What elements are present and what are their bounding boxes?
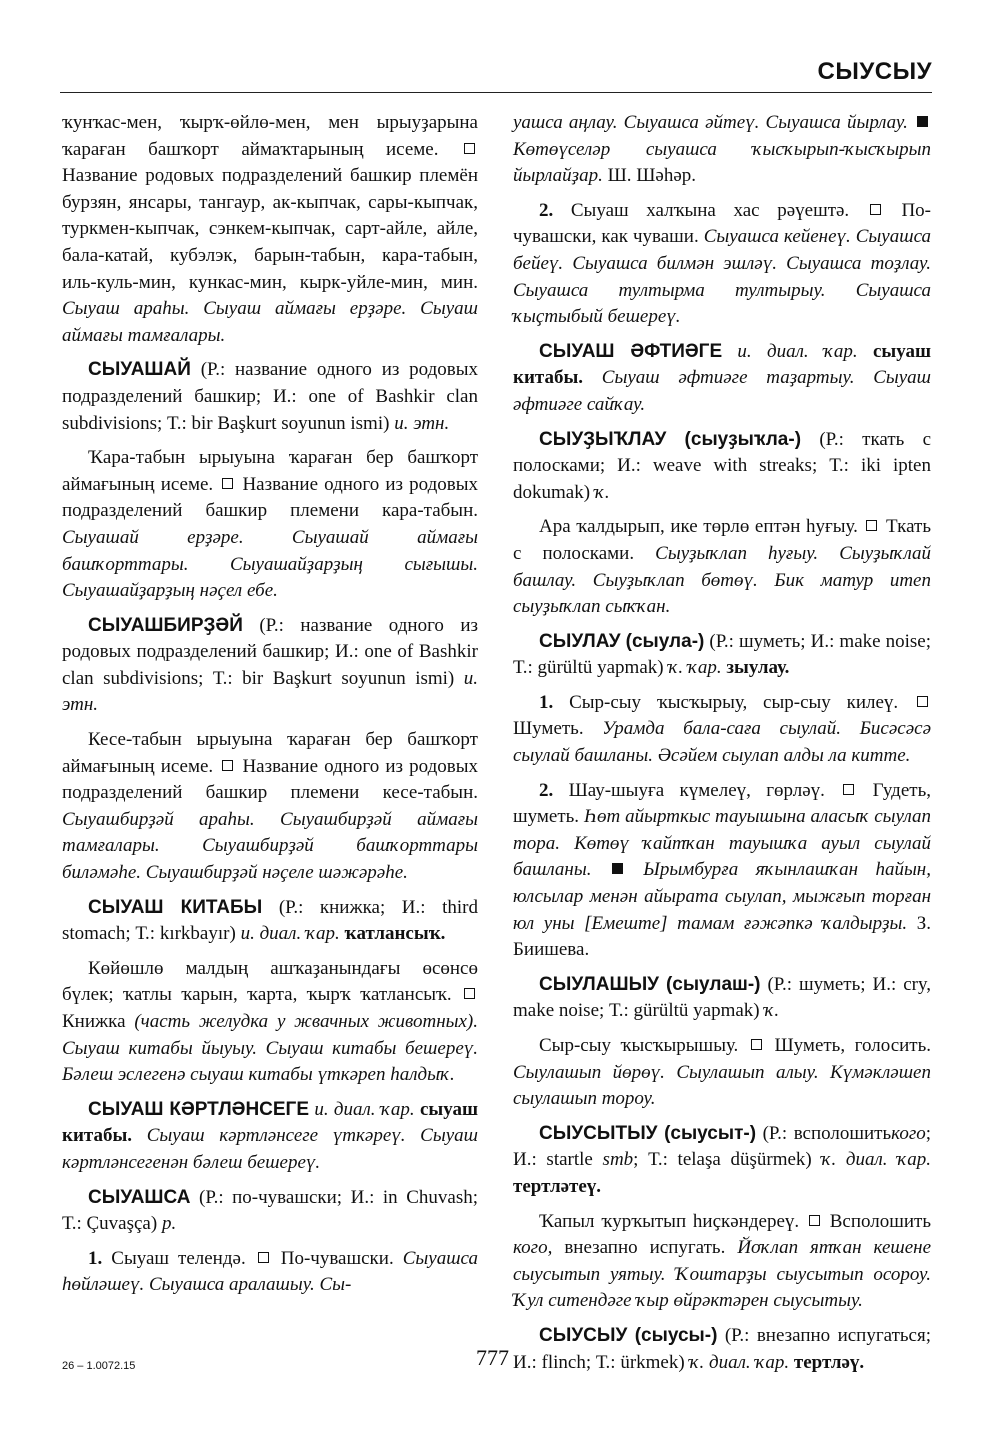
headword: СЫУАШ ӘФТИӘГЕ (539, 340, 723, 362)
headword: СЫУСЫТЫУ (539, 1122, 658, 1144)
open-square-icon (258, 1252, 269, 1263)
headword: СЫУАШСА (88, 1186, 191, 1208)
open-square-icon (464, 143, 475, 154)
dictionary-entry: СЫУҘЫҠЛАУ (сыуҙыҡла-) (Р.: ткать с полосками; И.: weave with streaks; Т.: iki ipten dokumak) ҡ. (513, 428, 932, 503)
headword: СЫУАШАЙ (88, 359, 191, 381)
dictionary-entry: СЫУЛАШЫУ (сыулаш-) (Р.: шуметь; И.: cry, make noise; Т.: gürültü yapmak) ҡ. (513, 973, 931, 1022)
paragraph: 1. Сыр-сыу ҡысҡырыу, сыр-сыу килеү. Шуметь. Урамда бала-саға сыулай. Бисәсәсә сыулай башланы. Әсәйем сыулап алды ла китте. (513, 691, 932, 767)
dictionary-entry: СЫУЛАУ (сыула-) (Р.: шуметь; И.: make noise; Т.: gürültü yapmak) ҡ. ҡар. зыулау. (513, 630, 931, 679)
open-square-icon (751, 1039, 762, 1050)
headword: СЫУСЫУ (539, 1324, 628, 1346)
paragraph: ҡунҡас-мен, ҡырҡ-өйлө-мен, мен ырыуҙарына ҡараған башҡорт аймаҡтарының исеме. Название родовых подразделений башкир племён бурзян, янсары, тангаур, ак-кыпчак, сары-кыпчак, туркмен-кыпчак, сэнкем-кыпчак, сарт-айле, айле, бала-катай, кубэлэк, барын-табын, кара-табын, иль-куль-мин, кункас-мин, кырк-уйле-мин, мин. Сыуаш араһы. Сыуаш аймағы ерҙәре. Сыуаш аймағы тамғалары. (62, 112, 478, 346)
open-square-icon (222, 478, 233, 489)
dictionary-entry: СЫУСЫТЫУ (сыусыт-) (Р.: всполошитького; И.: startle smb; Т.: telaşa düşürmek) ҡ. диал. ҡар. тертләтеү. (513, 1122, 932, 1197)
page-number: 777 (476, 1345, 509, 1370)
dictionary-entry: СЫУАШБИРҘӘЙ (Р.: название одного из родовых подразделений башкир; И.: one of Bashkir clan subdivisions; Т.: bir Başkurt soyunun ismi) и. этн. (62, 614, 479, 716)
left-column (62, 110, 478, 1307)
paragraph: Сыр-сыу ҡысҡырышыу. Шуметь, голосить. Сыулашып йөрөү. Сыулашып алыу. Күмәкләшеп сыулашып тороу. (513, 1035, 932, 1110)
paragraph: Кесе-табын ырыуына ҡараған бер башҡорт аймағының исеме. Название одного из родовых подразделений башкир племени кесе-табын. Сыуашбирҙәй араһы. Сыуашбирҙәй аймағы тамғалары. Сыуашбирҙәй башҡорттары биләмәһе. Сыуашбирҙәй нәҫеле шәжәрәһе. (62, 729, 479, 884)
paragraph: 2. Шау-шыуға күмелеү, гөрләү. Гудеть, шуметь. Һөт айырткыс тауышына аласыҡ сыулап тора. Көтөү ҡайтҡан тауышҡа ауыл сыулай башланы. Ырымбурға яҡынлашҡан һайын, юлсылар менән айырата сыулап, мыжғып торған юл уны [Емеште] тамам ғәжәпкә ҡалдырҙы. З. Биишева. (513, 779, 931, 961)
right-column (513, 110, 931, 1384)
open-square-icon (809, 1215, 820, 1226)
filled-square-icon (612, 863, 623, 874)
open-square-icon (464, 988, 475, 999)
dictionary-entry: СЫУСЫУ (сыусы-) (Р.: внезапно испугаться; И.: flinch; Т.: ürkmek) ҡ. диал. ҡар. тертләү. (513, 1324, 932, 1373)
headword: СЫУАШ КӘРТЛӘНСЕГЕ (88, 1098, 310, 1120)
paragraph: Ҡапыл ҡурҡытып һиҫкәндереү. Всполошить кого, внезапно испугать. Йоҡлап ятҡан кешене сыусытып уятыу. Ҡоштарҙы сыусытып осороу. Ҡул ситендәге ҡыр өйрәктәрен сыусытыу. (513, 1210, 932, 1312)
paragraph: уашса аңлау. Сыуашса әйтеү. Сыуашса йырлау. Көтөүселәр сыуашса ҡысҡырып-ҡысҡырып йырлайҙар. Ш. Шәһәр. (513, 112, 931, 187)
paragraph: 2. Сыуаш халҡына хас рәүештә. По-чувашски, как чуваши. Сыуашса кейенеү. Сыуашса бейеү. Сыуашса билмән эшләү. Сыуашса тоҙлау. Сыуашса тултырма тултырыу. Сыуашса ҡыҫтыбый бешереү. (513, 199, 932, 328)
open-square-icon (870, 204, 881, 215)
headword: СЫУАШБИРҘӘЙ (88, 614, 243, 636)
running-header (60, 52, 932, 93)
paragraph: Көйөшлө малдың ашҡаҙанындағы өсөнсө бүлек; ҡатлы ҡарын, ҡарта, ҡырҡ ҡатлансыҡ. Книжка (часть желудка у жвачных животных). Сыуаш китабы йыуыу. Сыуаш китабы бешереү. Бәлеш эслегенә сыуаш китабы үткәреп һалдыҡ. (62, 957, 478, 1086)
dictionary-entry: СЫУАШ ӘФТИӘГЕ и. диал. ҡар. сыуаш китабы. Сыуаш әфтиәге таҙартыу. Сыуаш әфтиәге сайҡау. (513, 340, 932, 415)
dictionary-entry: СЫУАШ КӘРТЛӘНСЕГЕ и. диал. ҡар. сыуаш китабы. Сыуаш кәртләнсеге үткәреү. Сыуаш кәртләнсегенән бәлеш бешереү. (62, 1098, 478, 1173)
filled-square-icon (917, 116, 928, 127)
open-square-icon (843, 784, 854, 795)
dictionary-entry: СЫУАШСА (Р.: по-чувашски; И.: in Chuvash; Т.: Çuvaşça) р. (62, 1186, 478, 1235)
dictionary-entry: СЫУАШ КИТАБЫ (Р.: книжка; И.: third stomach; Т.: kırkbayır) и. диал. ҡар. ҡатлансыҡ. (62, 896, 478, 945)
headword: СЫУҘЫҠЛАУ (539, 428, 667, 450)
paragraph: 1. Сыуаш телендә. По-чувашски. Сыуашса һөйләшеү. Сыуашса аралашыу. Сы- (62, 1247, 478, 1296)
headword: СЫУАШ КИТАБЫ (88, 896, 263, 918)
open-square-icon (917, 696, 928, 707)
headword: СЫУЛАШЫУ (539, 973, 659, 995)
running-head-title: СЫУСЫУ (817, 58, 932, 85)
open-square-icon (866, 520, 877, 531)
paragraph: Ҡара-табын ырыуына ҡараған бер башҡорт аймағының исеме. Название одного из родовых подразделений башкир племени кара-табын. Сыуашай ерҙәре. Сыуашай аймағы башҡорттары. Сыуашайҙарҙың сығышы. Сыуашайҙарҙың нәҫел ебе. (62, 447, 479, 602)
open-square-icon (222, 760, 233, 771)
headword: СЫУЛАУ (539, 630, 621, 652)
dictionary-entry: СЫУАШАЙ (Р.: название одного из родовых подразделений башкир; И.: one of Bashkir clan subdivisions; Т.: bir Başkurt soyunun ismi) и. этн. (62, 359, 479, 434)
printer-signature: 26 – 1.0072.15 (62, 1360, 136, 1372)
paragraph: Ара ҡалдырып, ике төрлө ептән һуғыу. Ткать с полосками. Сыуҙыҡлап һуғыу. Сыуҙыҡлай башлау. Сыуҙыҡлап бөтөү. Бик матур итеп сыуҙыҡлап сыҡҡан. (513, 516, 932, 618)
